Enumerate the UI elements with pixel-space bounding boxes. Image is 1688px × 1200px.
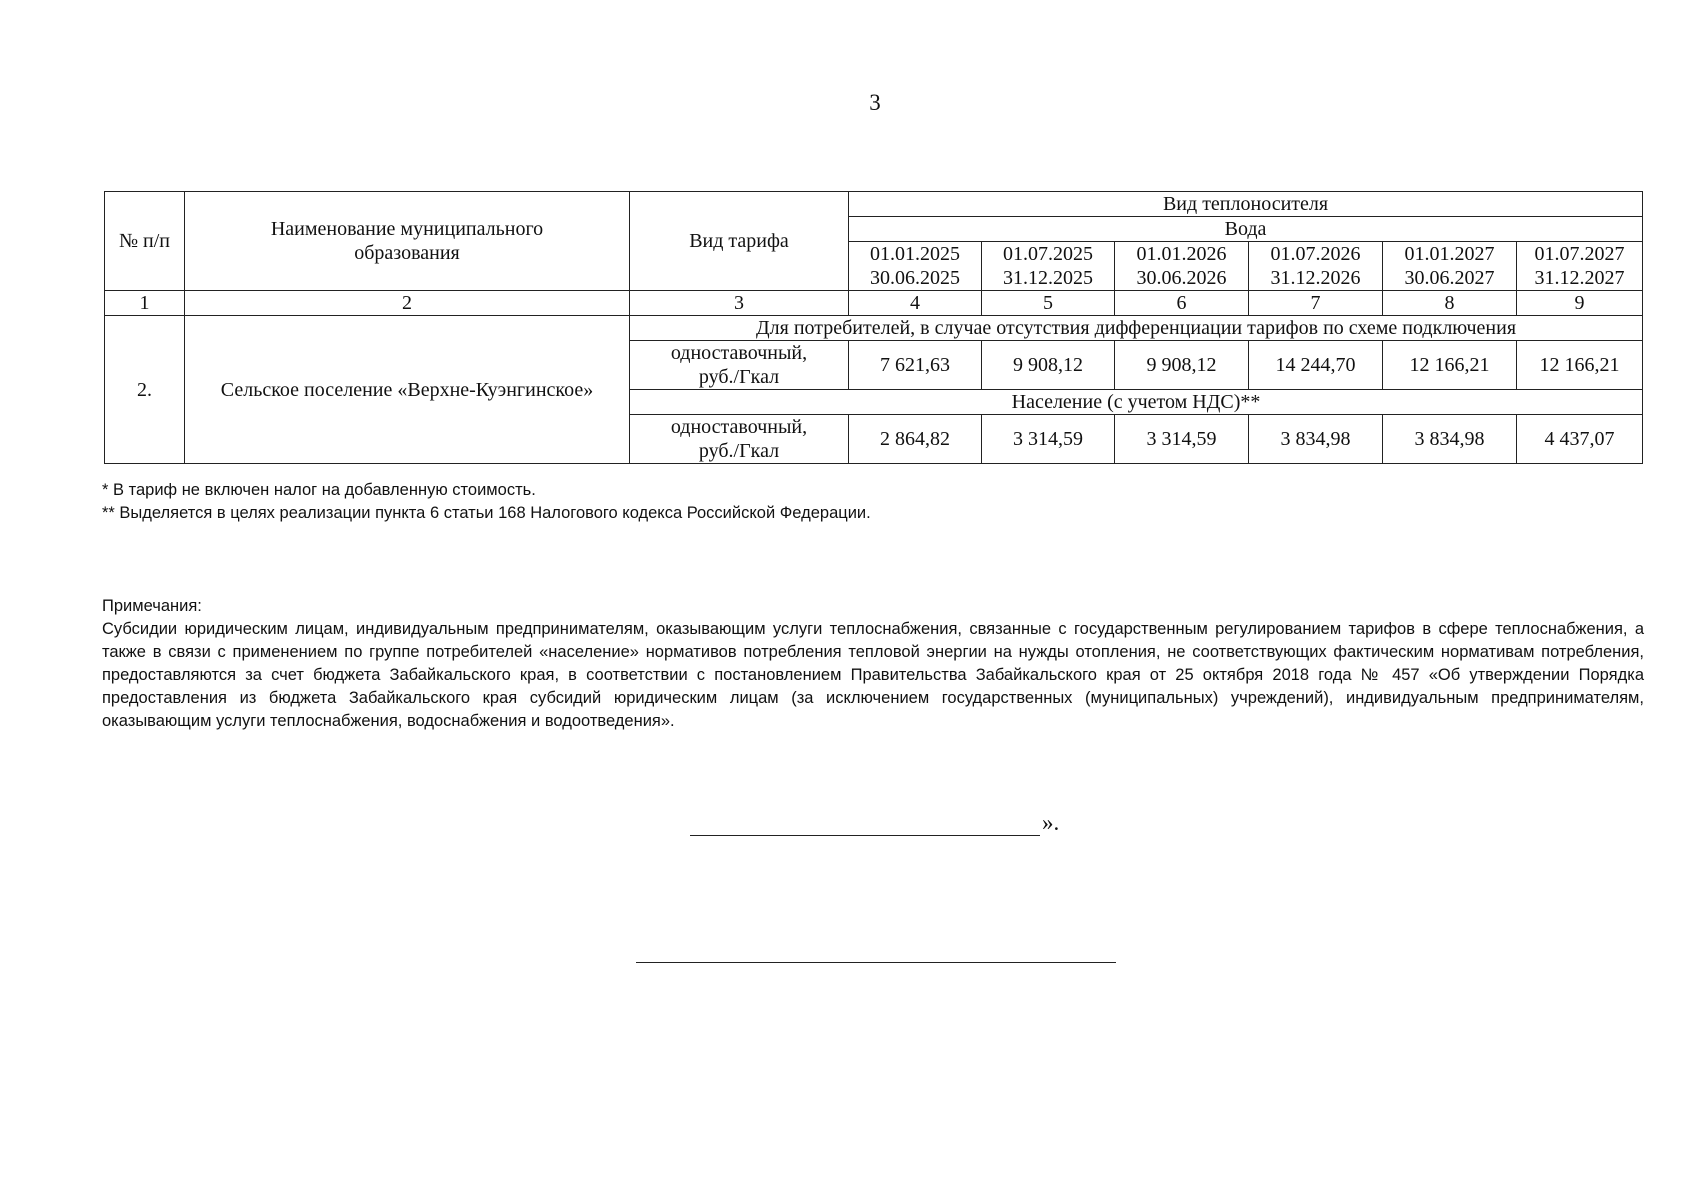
closing-rule <box>690 817 1040 836</box>
header-carrier: Вид теплоносителя <box>849 192 1643 217</box>
header-carrier-type: Вода <box>849 217 1643 242</box>
tariff-value: 3 834,98 <box>1383 415 1517 464</box>
notes-heading: Примечания: <box>102 597 202 615</box>
period-to: 31.12.2026 <box>1249 266 1383 291</box>
notes <box>102 595 1644 733</box>
group-title: Для потребителей, в случае отсутствия дифференциации тарифов по схеме подключения <box>630 316 1643 341</box>
period-from: 01.01.2027 <box>1383 242 1517 267</box>
column-number: 8 <box>1383 291 1517 316</box>
header-num-col: № п/п <box>105 192 185 291</box>
column-numbers-row <box>105 291 1643 316</box>
period-from: 01.07.2025 <box>982 242 1115 267</box>
period-to: 30.06.2027 <box>1383 266 1517 291</box>
tariff-type: одноставочный, руб./Гкал <box>630 415 849 464</box>
notes-text: Субсидии юридическим лицам, индивидуальным предпринимателям, оказывающим услуги теплоснабжения, связанные с государственным регулированием тарифов в сфере теплоснабжения, а также в связи с применением по группе потребителей «население» нормативов потребления тепловой энергии на нужды отопления, не соответствующих фактическим нормативам потребления, предоставляются за счет бюджета Забайкальского края, в соответствии с постановлением Правительства Забайкальского края от 25 октября 2018 года № 457 «Об утверждении Порядка предоставления из бюджета Забайкальского края субсидий юридическим лицам (за исключением государственных (муниципальных) учреждений), индивидуальным предпринимателям, оказывающим услуги теплоснабжения, водоснабжения и водоотведения». <box>102 620 1644 730</box>
footnote-vat-allocated: ** Выделяется в целях реализации пункта 6 статьи 168 Налогового кодекса Российской Федерации. <box>102 504 871 522</box>
column-number: 6 <box>1115 291 1249 316</box>
closing-mark: ». <box>1042 810 1060 835</box>
tariff-value: 3 314,59 <box>1115 415 1249 464</box>
tariff-table <box>104 191 1643 464</box>
period-to: 31.12.2027 <box>1517 266 1643 291</box>
header-row-carrier <box>105 192 1643 217</box>
column-number: 3 <box>630 291 849 316</box>
closing-line <box>690 810 1059 836</box>
footnotes <box>102 479 1662 525</box>
tariff-value: 3 314,59 <box>982 415 1115 464</box>
column-number: 9 <box>1517 291 1643 316</box>
footnote-vat-excluded: * В тариф не включен налог на добавленную стоимость. <box>102 481 536 499</box>
period-to: 30.06.2025 <box>849 266 982 291</box>
column-number: 1 <box>105 291 185 316</box>
tariff-value: 3 834,98 <box>1249 415 1383 464</box>
period-to: 30.06.2026 <box>1115 266 1249 291</box>
column-number: 7 <box>1249 291 1383 316</box>
header-tariff-col: Вид тарифа <box>630 192 849 291</box>
tariff-value: 2 864,82 <box>849 415 982 464</box>
period-from: 01.01.2026 <box>1115 242 1249 267</box>
municipality-name: Сельское поселение «Верхне-Куэнгинское» <box>185 316 630 464</box>
tariff-value: 14 244,70 <box>1249 341 1383 390</box>
row-number: 2. <box>105 316 185 464</box>
bottom-rule <box>636 962 1116 963</box>
header-name-col: Наименование муниципального образования <box>185 192 630 291</box>
column-number: 2 <box>185 291 630 316</box>
tariff-value: 4 437,07 <box>1517 415 1643 464</box>
page-number: 3 <box>869 90 881 115</box>
column-number: 4 <box>849 291 982 316</box>
column-number: 5 <box>982 291 1115 316</box>
group-title: Население (с учетом НДС)** <box>630 390 1643 415</box>
tariff-value: 12 166,21 <box>1517 341 1643 390</box>
period-from: 01.01.2025 <box>849 242 982 267</box>
period-from: 01.07.2027 <box>1517 242 1643 267</box>
tariff-value: 9 908,12 <box>982 341 1115 390</box>
tariff-value: 12 166,21 <box>1383 341 1517 390</box>
period-from: 01.07.2026 <box>1249 242 1383 267</box>
period-to: 31.12.2025 <box>982 266 1115 291</box>
tariff-type: одноставочный, руб./Гкал <box>630 341 849 390</box>
tariff-value: 9 908,12 <box>1115 341 1249 390</box>
group-title-row <box>105 316 1643 341</box>
tariff-value: 7 621,63 <box>849 341 982 390</box>
